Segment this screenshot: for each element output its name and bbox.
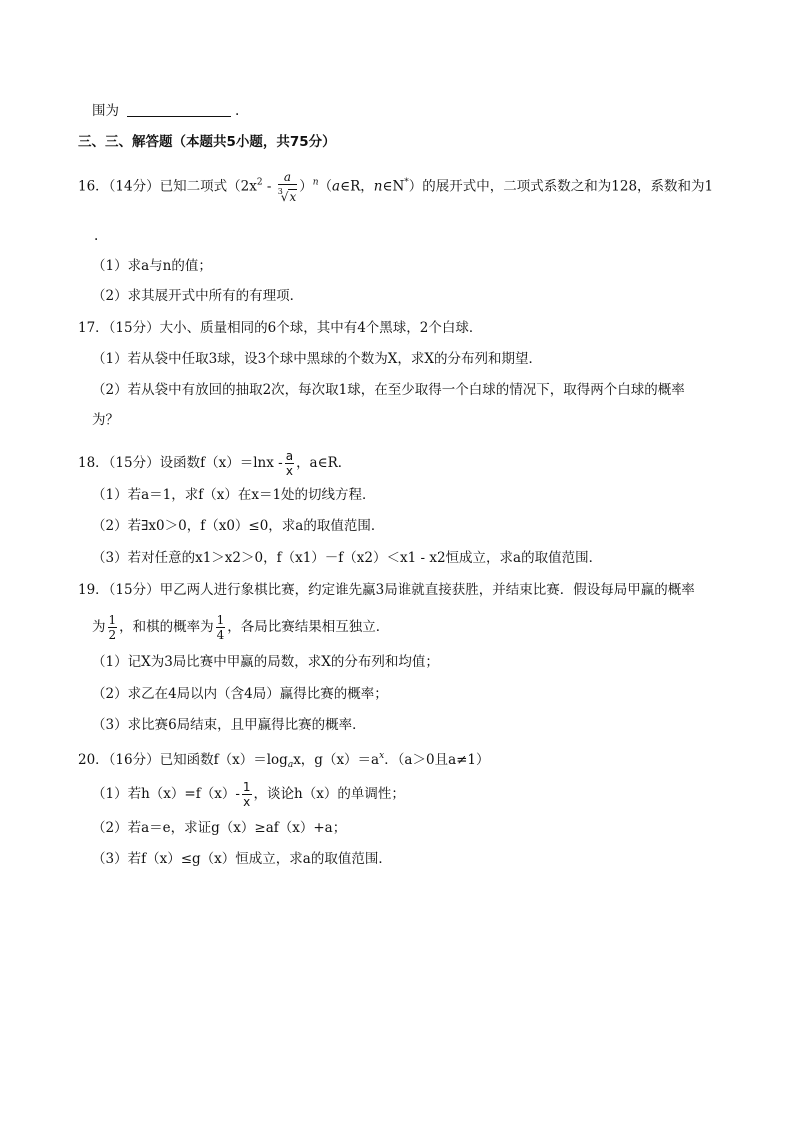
q20-p1-a: （1）若h（x）=f（x）- bbox=[92, 786, 240, 802]
q16-root-index: 3 bbox=[277, 187, 283, 196]
q19-l2-c: ，各局比赛结果相互独立． bbox=[227, 619, 390, 635]
q16-frac-num: a bbox=[278, 170, 298, 185]
q16-tail: ）的展开式中，二项式系数之和为128，系数和为1 bbox=[408, 178, 714, 195]
q16-cond-open: （ bbox=[318, 178, 333, 195]
q18-fraction bbox=[285, 449, 294, 478]
q16-root-var: x bbox=[289, 190, 297, 204]
q20-p1-den: x bbox=[243, 795, 251, 809]
q19-l2-b: ，和棋的概率为 bbox=[119, 619, 214, 635]
q18-stem bbox=[78, 449, 351, 478]
q20-head: 20．（16分）已知函数f（x）＝log bbox=[78, 752, 288, 768]
q20-head-c: ．（a＞0且a≠1） bbox=[384, 752, 490, 768]
prev-question-tail bbox=[92, 101, 239, 121]
q16-exponent: 2 bbox=[256, 177, 263, 188]
q16-close-paren: ） bbox=[299, 178, 313, 195]
q16-cond-nset: ∈N bbox=[382, 178, 405, 195]
answer-blank[interactable] bbox=[127, 102, 231, 117]
q16-cond-r: ∈R， bbox=[340, 178, 374, 195]
q16-fraction bbox=[278, 170, 298, 204]
q18-frac-den: x bbox=[285, 464, 293, 478]
prev-question-label: 围为 bbox=[92, 103, 119, 119]
q19-part1: （1）记X为3局比赛中甲赢的局数，求X的分布列和均值； bbox=[92, 654, 439, 670]
q16-part1: （1）求a与n的值； bbox=[92, 258, 212, 274]
q16-power-n: n bbox=[312, 177, 319, 188]
q16-head: 16．（14分）已知二项式（2x bbox=[78, 178, 257, 195]
q16-cube-root: $^3$√x bbox=[277, 187, 297, 204]
q17-stem: 17．（15分）大小、质量相同的6个球，其中有4个黑球，2个白球． bbox=[78, 320, 483, 336]
q18-frac-num: a bbox=[285, 449, 294, 463]
q16-minus: - bbox=[262, 178, 276, 195]
q20-part2: （2）若a＝e，求证g（x）≥af（x）+a； bbox=[92, 820, 347, 836]
q20-exp-x: x bbox=[379, 751, 385, 761]
q20-fraction bbox=[242, 780, 252, 809]
q20-p1-b: ，谈论h（x）的单调性； bbox=[253, 786, 405, 802]
q16-cond-a: a bbox=[332, 178, 341, 195]
q20-head-b: x，g（x）＝a bbox=[293, 752, 380, 768]
q19-f2-num: 1 bbox=[216, 613, 225, 627]
q19-part2: （2）求乙在4局以内（含4局）赢得比赛的概率； bbox=[92, 686, 388, 702]
q18-part1: （1）若a＝1，求f（x）在x＝1处的切线方程． bbox=[92, 487, 376, 503]
q18-head: 18．（15分）设函数f（x）＝lnx - bbox=[78, 455, 283, 471]
q19-f2-den: 4 bbox=[216, 628, 225, 642]
q19-f1-den: 2 bbox=[108, 628, 117, 642]
q18-part2: （2）若∃x0＞0，f（x0）≤0，求a的取值范围． bbox=[92, 518, 385, 534]
q16-part2: （2）求其展开式中所有的有理项． bbox=[92, 288, 304, 304]
q19-stem-line1: 19．（15分）甲乙两人进行象棋比赛，约定谁先赢3局谁就直接获胜，并结束比赛．假设每局甲赢的概率 bbox=[78, 582, 695, 598]
q17-part1: （1）若从袋中任取3球，设3个球中黑球的个数为X，求X的分布列和期望． bbox=[92, 351, 542, 367]
q20-part1 bbox=[92, 780, 405, 809]
q19-fraction-half bbox=[108, 613, 118, 642]
section-title: 三、三、解答题（本题共5小题，共75分） bbox=[78, 134, 336, 150]
q16-dot: . bbox=[94, 228, 99, 244]
q19-l2-a: 为 bbox=[92, 619, 106, 635]
q17-part2-line1: （2）若从袋中有放回的抽取2次，每次取1球，在至少取得一个白球的情况下，取得两个白球的概率 bbox=[92, 382, 685, 398]
q20-p1-num: 1 bbox=[242, 780, 251, 794]
period: . bbox=[235, 103, 240, 119]
q19-part3: （3）求比赛6局结束，且甲赢得比赛的概率． bbox=[92, 717, 366, 733]
q20-part3: （3）若f（x）≤g（x）恒成立，求a的取值范围． bbox=[92, 851, 392, 867]
q16-stem bbox=[78, 170, 713, 204]
q18-part3: （3）若对任意的x1＞x2＞0，f（x1）－f（x2）＜x1 - x2恒成立，求a的取值范围． bbox=[92, 550, 603, 566]
q17-part2-line2: 为？ bbox=[92, 412, 119, 428]
q16-cond-star: * bbox=[404, 177, 409, 188]
q18-tail: ，a∈R． bbox=[296, 455, 352, 471]
q19-stem-line2 bbox=[92, 613, 389, 642]
q19-fraction-quarter bbox=[216, 613, 226, 642]
q20-stem bbox=[78, 746, 490, 775]
q20-log-base: a bbox=[287, 760, 294, 770]
q16-cond-n: n bbox=[373, 178, 383, 195]
q19-f1-num: 1 bbox=[108, 613, 117, 627]
